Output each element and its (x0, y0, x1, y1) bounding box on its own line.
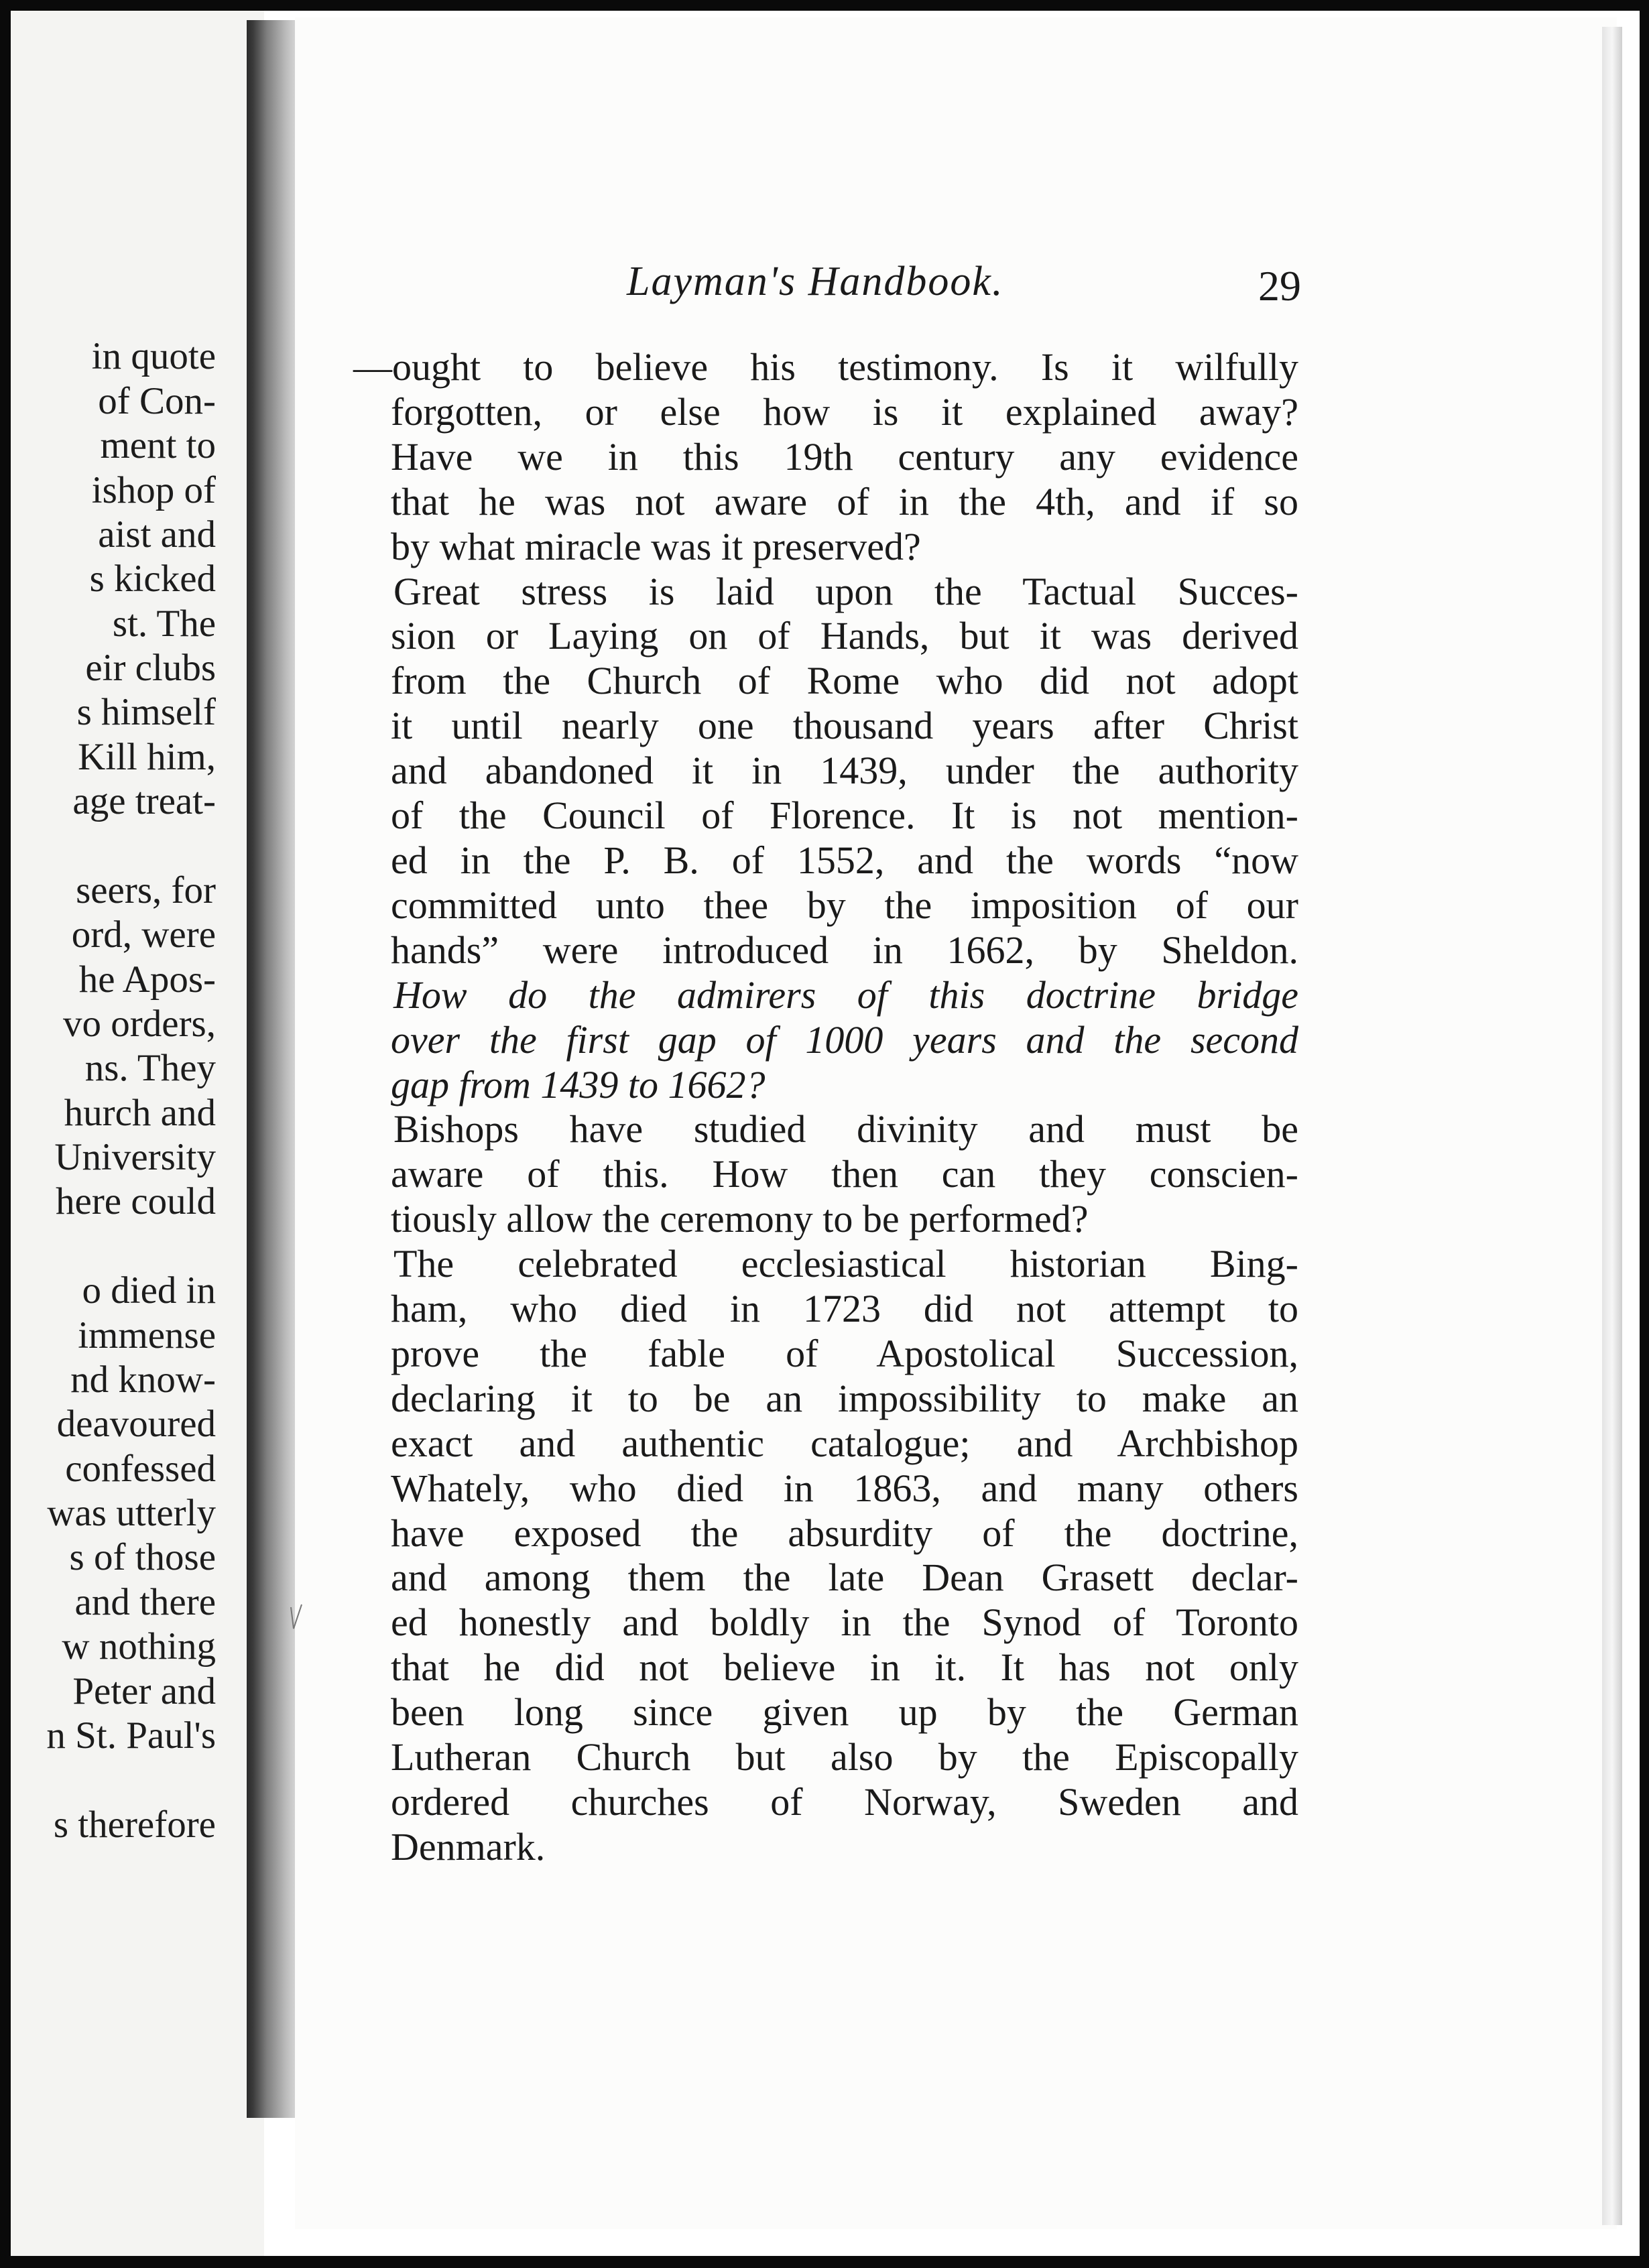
left-page-line: n St. Paul's (46, 1714, 216, 1757)
text-line: tiously allow the ceremony to be performed? (391, 1197, 1089, 1241)
text-line: forgotten, or else how is it explained away? (391, 389, 1298, 434)
running-title: Layman's Handbook. (627, 259, 1004, 304)
scan-border-bottom (0, 2256, 1649, 2268)
left-page-line: s therefore (53, 1804, 216, 1846)
text-line: have exposed the absurdity of the doctrine, (391, 1511, 1298, 1555)
text-line: ham, who died in 1723 did not attempt to (391, 1287, 1298, 1331)
left-page-line: ishop of (91, 469, 216, 511)
left-page-line: was utterly (47, 1492, 216, 1534)
left-page-line: confessed (65, 1448, 216, 1490)
scan-border-left (0, 0, 11, 2268)
left-page-line: he Apos- (78, 958, 216, 1001)
page-edge-stack (1602, 27, 1622, 2225)
left-page-line: here could (56, 1180, 216, 1222)
page-body (353, 345, 1298, 1870)
left-page-line: o died in (82, 1269, 216, 1312)
text-line: of the Council of Florence. It is not mention- (391, 794, 1298, 838)
left-page-line: of Con- (98, 380, 216, 422)
scan-border-right (1640, 0, 1649, 2268)
text-line: ed honestly and boldly in the Synod of Toronto (391, 1600, 1298, 1645)
text-line: over the first gap of 1000 years and the second (391, 1017, 1298, 1062)
text-line: by what miracle was it preserved? (391, 524, 921, 568)
text-line: from the Church of Rome who did not adopt (391, 659, 1298, 703)
text-line: sion or Laying on of Hands, but it was derived (391, 614, 1298, 658)
left-facing-page (11, 11, 264, 2256)
left-page-line: st. The (112, 603, 216, 645)
left-page-line: ord, were (71, 914, 216, 956)
left-page-line: immense (78, 1314, 216, 1357)
text-line: that he was not aware of in the 4th, and if so (391, 479, 1298, 523)
text-line: exact and authentic catalogue; and Archbishop (391, 1421, 1298, 1465)
text-line: declaring it to be an impossibility to make an (391, 1376, 1298, 1420)
left-page-line: in quote (91, 335, 216, 377)
left-page-line: s kicked (89, 558, 216, 600)
text-line: ed in the P. B. of 1552, and the words “now (391, 838, 1298, 882)
text-line: Great stress is laid upon the Tactual Succes- (393, 569, 1298, 613)
text-line: and among them the late Dean Grasett declar- (391, 1556, 1298, 1600)
left-page-line: and there (74, 1581, 216, 1623)
text-line: it until nearly one thousand years after Christ (391, 704, 1298, 748)
text-line: ordered churches of Norway, Sweden and (391, 1780, 1298, 1824)
scan-border-top (0, 0, 1649, 11)
left-page-line: Peter and (72, 1670, 216, 1712)
text-line: aware of this. How then can they conscien- (391, 1152, 1298, 1196)
left-page-line: University (54, 1136, 216, 1178)
text-line: hands” were introduced in 1662, by Sheldon. (391, 928, 1298, 972)
left-page-line: aist and (98, 513, 216, 556)
left-page-line: w nothing (62, 1625, 216, 1667)
left-page-line: deavoured (56, 1403, 216, 1445)
left-page-line: ment to (100, 424, 216, 466)
text-line: Denmark. (391, 1824, 546, 1869)
left-page-line: age treat- (72, 780, 216, 822)
left-page-line: hurch and (64, 1092, 216, 1134)
text-line: The celebrated ecclesiastical historian Bing- (393, 1242, 1298, 1286)
text-line: Lutheran Church but also by the Episcopally (391, 1735, 1298, 1779)
left-page-line: nd know- (70, 1359, 216, 1401)
margin-pencil-mark (287, 1602, 304, 1642)
page-number: 29 (1258, 262, 1301, 310)
left-page-line: s of those (69, 1536, 216, 1578)
text-line: and abandoned it in 1439, under the authority (391, 749, 1298, 793)
text-line: that he did not believe in it. It has not only (391, 1645, 1298, 1690)
text-line: Have we in this 19th century any evidence (391, 434, 1298, 479)
text-line: —ought to believe his testimony. Is it wilfully (353, 345, 1298, 389)
text-line: committed unto thee by the imposition of our (391, 883, 1298, 927)
left-page-line: ns. They (84, 1047, 216, 1089)
left-page-line: s himself (76, 691, 216, 733)
text-line: prove the fable of Apostolical Succession, (391, 1331, 1298, 1375)
text-line: been long since given up by the German (391, 1690, 1298, 1735)
left-page-line: Kill him, (78, 736, 216, 778)
text-line: Whately, who died in 1863, and many others (391, 1466, 1298, 1510)
left-page-line: eir clubs (85, 647, 216, 689)
text-line: How do the admirers of this doctrine bridge (393, 972, 1298, 1017)
left-page-line: vo orders, (63, 1003, 216, 1045)
text-line: Bishops have studied divinity and must be (393, 1107, 1298, 1151)
text-line: gap from 1439 to 1662? (391, 1062, 766, 1107)
left-page-line: seers, for (76, 869, 216, 911)
